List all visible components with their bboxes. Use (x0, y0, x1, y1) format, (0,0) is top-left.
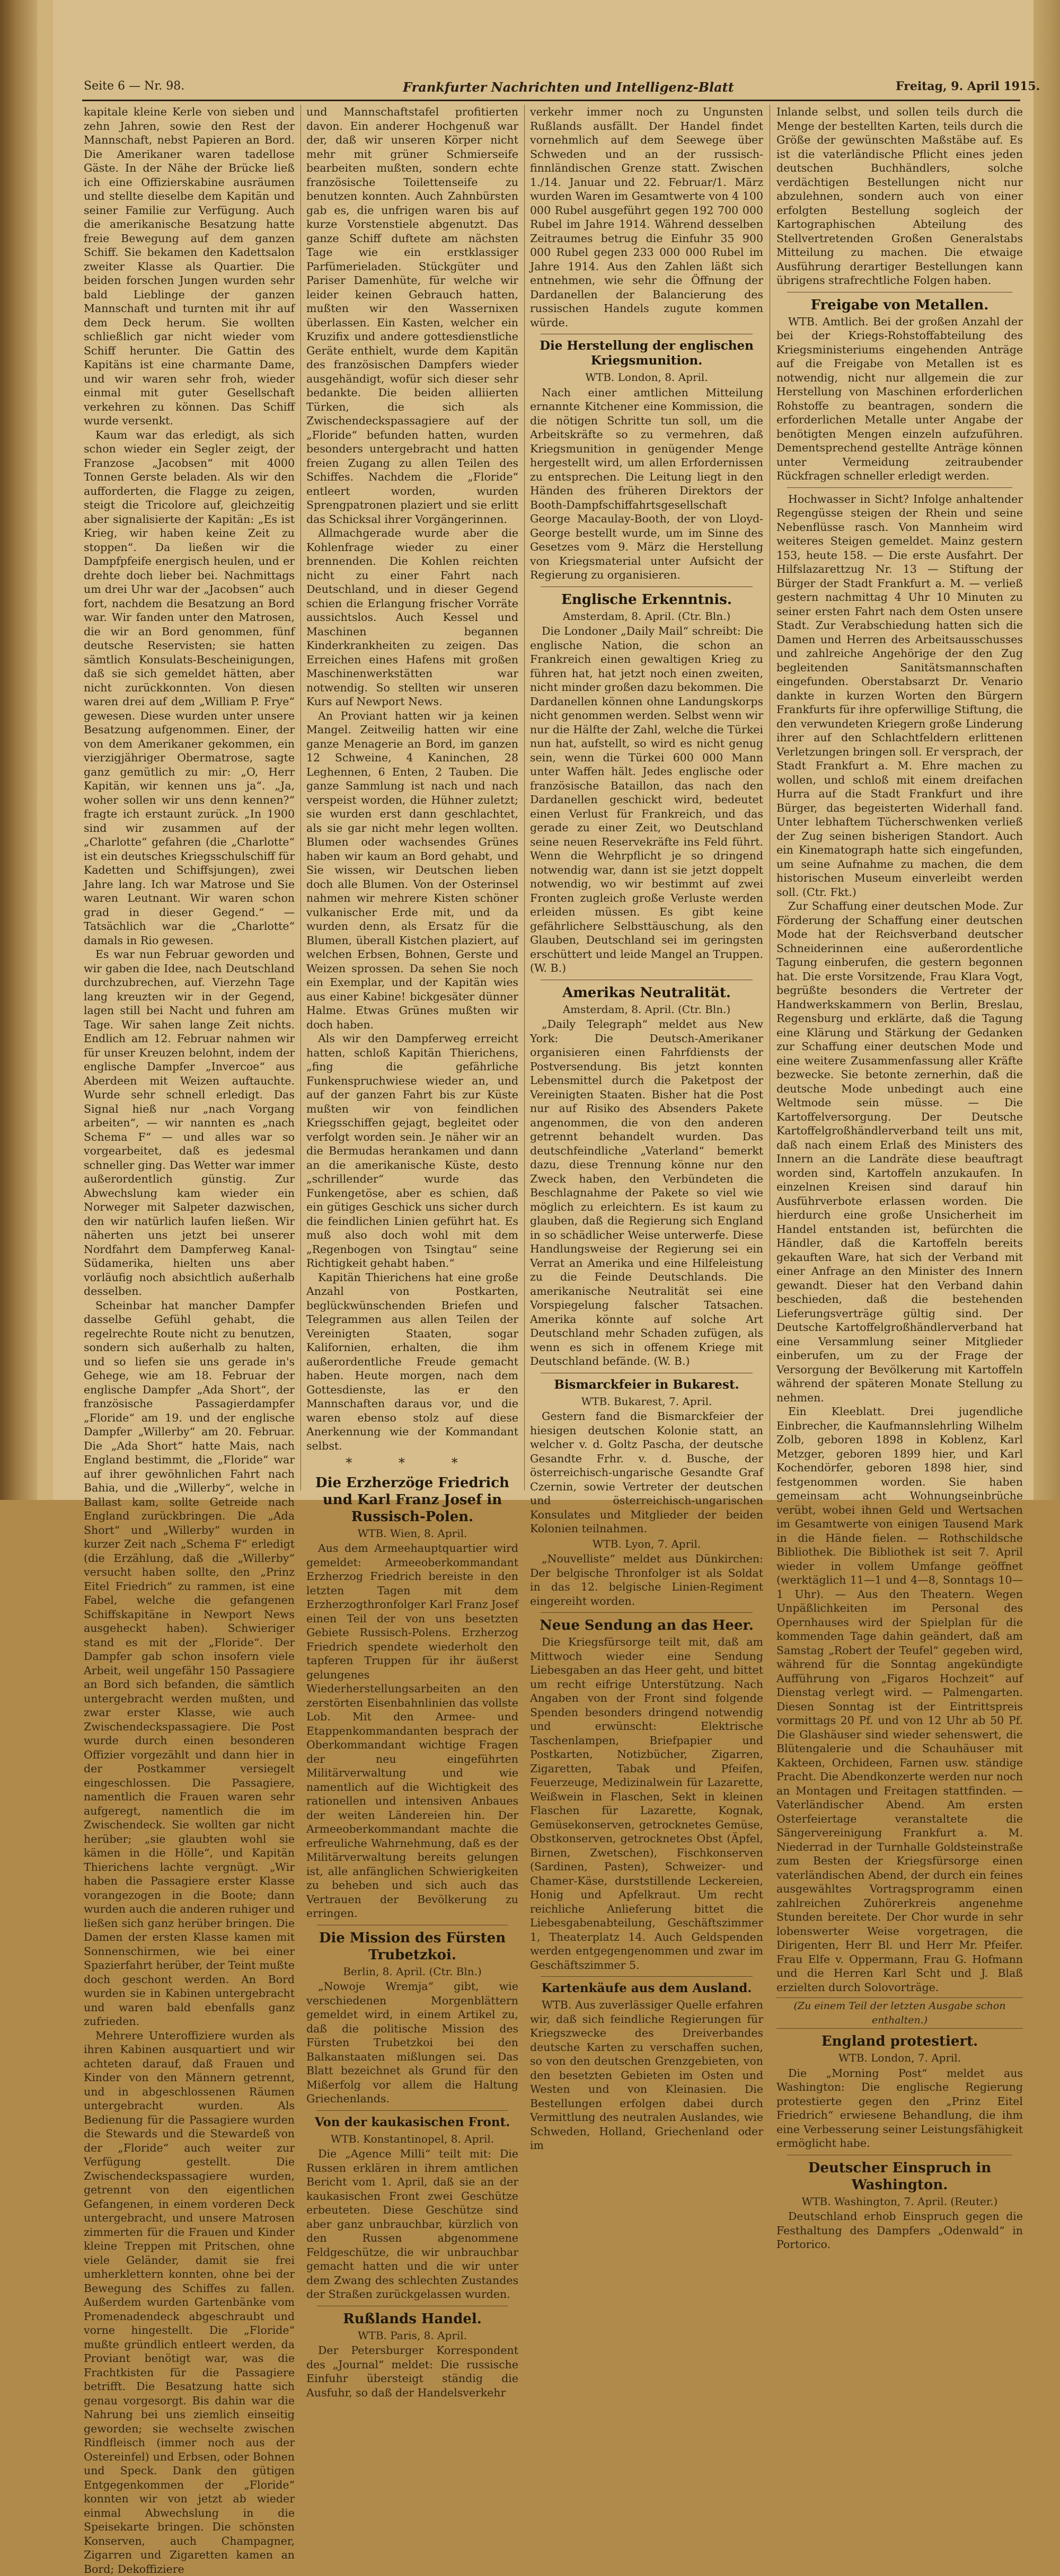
article-headline: Die Mission des Fürsten Trubetzkoi. (306, 1930, 518, 1964)
article-headline: Deutscher Einspruch in Washington. (776, 2160, 1023, 2193)
local-news: Ein Kleeblatt. Drei jugendliche Einbrecher, die Kaufmannslehrling Wilhelm Zolb, geboren 1898 in Koblenz, Karl Metzger, geboren 1899 hier, und Karl Kochendörfer, geboren 1898 hier, sind festgenommen worden. Sie haben gemeinsam acht Wohnungseinbrüche verübt, wobei ihnen Geld und Wertsachen im Gesamtwerte von einigen Tausend Mark in die Hände fielen. — Rothschildsche Bibliothek. Die Bibliothek ist seit 7. April wieder in vollem Umfange geöffnet (werktäglich 11—1 und 4—8, Sonntags 10—1 Uhr). — Aus den Theatern. Wegen Unpäßlichkeiten im Personal des Opernhauses wird der Spielplan für die kommenden Tage dahin geändert, daß am Samstag „Robert der Teufel“ gegeben wird, während für die Sonntag angekündigte Aufführung von „Figaros Hochzeit“ auf Dienstag verlegt wird. — Palmengarten. Diesen Sonntag ist der Eintrittspreis vormittags 20 Pf. und von 12 Uhr ab 50 Pf. Die Glashäuser sind wieder sehenswert, die Blütengalerie und die Schauhäuser mit Kakteen, Orchideen, Farnen usw. ständige Pracht. Die Abendkonzerte werden nur noch an Montagen und Freitagen stattfinden. — Vaterländischer Abend. Am ersten Osterfeiertage veranstaltete die Sängervereinigung Frankfurt a. M. Niederrad in der Turnhalle Goldsteinstraße zum Besten der Kriegsfürsorge einen vaterländischen Abend, der durch ein feines ausgewähltes Vortragsprogramm einen zahlreichen Zuhörerkreis angenehme Stunden bereitete. Der Chor wurde in sehr lobenswerter Weise vorgetragen, die Dirigenten, Herr Bl. und Herr Mr. Pfeifer. Frau Elfe v. Oppermann, Frau G. Hofmann und die Herren Karl Scht und J. Blaß erzielten durch Solovorträge. (776, 1405, 1023, 1994)
dateline: WTB. Paris, 8. April. (306, 2329, 518, 2343)
column-rule (524, 105, 525, 1490)
local-news: Zur Schaffung einer deutschen Mode. Zur Förderung der Schaffung einer deutschen Mode hat der Reichsverband deutscher Schneiderinnen eine außerordentliche Tagung einberufen, die gestern begonnen hat. Die erste Vorsitzende, Frau Klara Vogt, begrüßte besonders die Vertreter der Handwerkskammern von Berlin, Breslau, Regensburg und erklärte, daß die Tagung eine Klärung und Stärkung der Gedanken zur Schaffung einer deutschen Mode und eine weitere Zusammenfassung aller Kräfte bezwecke. Sie betonte zernerhin, daß die deutsche Mode unbedingt auch eine Weltmode sein müsse. — Die Kartoffelversorgung. Der Deutsche Kartoffelgroßhändlerverband teilt uns mit, daß nach einem Erlaß des Ministers des Innern an die Landräte diese beauftragt worden sind, Kartoffeln anzukaufen. In einzelnen Kreisen sind darauf hin Ausführverbote erlassen worden. Die hierdurch eine große Unsicherheit im Handel entstanden ist, befürchten die Händler, daß die Kartoffeln bereits gekauften Ware, hat sich der Verband mit einer Anfrage an den Minister des Innern gewandt. Dieser hat den Verband dahin beschieden, daß die bestehenden Lieferungsverträge gültig sind. Der Deutsche Kartoffelgroßhändlerverband hat eine Versammlung seiner Mitglieder einberufen, um zu der Frage der Versorgung der Bevölkerung mit Kartoffeln während der späteren Monate Stellung zu nehmen. (776, 899, 1023, 1405)
dateline: WTB. Washington, 7. April. (Reuter.) (776, 2195, 1023, 2209)
article-headline: Amerikas Neutralität. (530, 984, 763, 1001)
divider (317, 2110, 508, 2111)
article-body: Aus dem Armeehauptquartier wird gemeldet: Armeeoberkommandant Erzherzog Friedrich bereiste in den letzten Tagen mit dem Erzherzogthronfolger Karl Franz Josef einen Teil der von uns besetzten Gebiete Russisch-Polens. Erzherzog Friedrich spendete wiederholt den tapferen Truppen für ihr äußerst gelungenes Wiederherstellungsarbeiten an den zerstörten Eisenbahnlinien das vollste Lob. Mit den Armee- und Etappenkommandanten besprach der Oberkommandant wichtige Fragen der neu eingeführten Militärverwaltung und wie namentlich auf die Wichtigkeit des rationellen und intensiven Anbaues der weiten Ländereien hin. Der Armeeoberkommandant machte die erfreuliche Wahrnehmung, daß es der Militärverwaltung bereits gelungen ist, alle anfänglichen Schwierigkeiten zu beheben und sich auch das Vertrauen der Bevölkerung zu erringen. (306, 1541, 518, 1921)
article-body: Die Kriegsfürsorge teilt mit, daß am Mittwoch wieder eine Sendung Liebesgaben an das Heer geht, und bittet um recht eifrige Unterstützung. Nach Angaben von der Front sind folgende Spenden besonders dringend notwendig und erwünscht: Elektrische Taschenlampen, Briefpapier und Postkarten, Notizbücher, Zigarren, Zigaretten, Tabak und Pfeifen, Feuerzeuge, Medizinalwein für Lazarette, Weißwein in Flaschen, Sekt in kleinen Flaschen für Lazarette, Kognak, Gemüsekonserven, getrocknetes Gemüse, Obstkonserven, getrocknetes Obst (Äpfel, Birnen, Zwetschen), Fischkonserven (Sardinen, Pasten), Schweizer- und Chamer-Käse, durststillende Leckereien, Honig und Apfelkraut. Um recht reichliche Anlieferung bittet die Liebesgabenabteilung, Geschäftszimmer 1, Theaterplatz 14. Auch Geldspenden werden entgegengenommen und zwar im Geschäftszimmer 5. (530, 1635, 763, 1972)
dateline: WTB. London, 7. April. (776, 2051, 1023, 2065)
article-body: Nach einer amtlichen Mitteilung ernannte Kitchener eine Kommission, die die nötigen Schritte tun soll, um die Arbeitskräfte so zu vermehren, daß Kriegsmunition in genügender Menge hergestellt wird, um allen Erfordernissen zu entsprechen. Die Leitung liegt in den Händen des früheren Direktors der Booth-Dampfschiffahrtsgesellschaft George Macaulay-Booth, der von Lloyd-George bestellt wurde, um im Sinne des Gesetzes vom 9. März die Herstellung von Kriegsmaterial unter Aufsicht der Regierung zu organisieren. (530, 386, 763, 582)
paragraph: Es war nun Februar geworden und wir gaben die Idee, nach Deutschland durchzubrechen, auf. Vierzehn Tage lang kreuzten wir in der Gegend, lagen still bei Nacht und fuhren am Tage. Wir sahen lange Zeit nichts. Endlich am 12. Februar nahmen wir für unser Kreuzen belohnt, indem der englische Dampfer „Invercoe“ aus Aberdeen mit Weizen auftauchte. Wurde sehr schnell erledigt. Das Signal hieß nur „nach Vorgang arbeiten“, — wir nannten es „nach Schema F“ — und alles war so vorgearbeitet, daß es jedesmal schneller ging. Das Wetter war immer außerordentlich günstig. Zur Abwechslung kam wieder ein Norweger mit Salpeter dazwischen, den wir natürlich laufen ließen. Wir näherten uns jetzt bei unserer Nordfahrt dem Dampferweg Kanal-Südamerika, hielten uns aber vorläufig noch absichtlich außerhalb desselben. (84, 947, 295, 1299)
paragraph: Kapitän Thierichens hat eine große Anzahl von Postkarten, beglückwünschenden Briefen und Telegrammen aus allen Teilen der Vereinigten Staaten, sogar Kalifornien, erhalten, die ihm außerordentliche Freude gemacht haben. Heute morgen, nach dem Gottesdienste, las er den Mannschaften daraus vor, und die waren ebenso stolz auf diese Anerkennung wie der Kommandant selbst. (306, 1271, 518, 1453)
paragraph: Als wir den Dampferweg erreicht hatten, schloß Kapitän Thierichens, „fing die gefährliche Funkenspruchwiese wieder an, und auf der ganzen Fahrt bis zur Küste mußten wir von feindlichen Kriegsschiffen gejagt, begleitet oder verfolgt worden sein. Je näher wir an die Bermudas herankamen und dann an die amerikanische Küste, desto „schrillender“ wurde das Funkengetöse, aber es schien, daß ein gütiges Geschick uns sicher durch die feindlichen Linien geführt hat. Es muß also doch wohl mit dem „Regenbogen von Tsingtau“ seine Richtigkeit gehabt haben.“ (306, 1032, 518, 1271)
article-body: Deutschland erhob Einspruch gegen die Festhaltung des Dampfers „Odenwald“ in Portorico. (776, 2209, 1023, 2252)
issue-date: Freitag, 9. April 1915. (896, 79, 1040, 99)
divider (541, 1612, 753, 1613)
dateline: Amsterdam, 8. April. (Ctr. Bln.) (530, 609, 763, 624)
divider (541, 1976, 753, 1977)
paragraph: Kaum war das erledigt, als sich schon wieder ein Segler zeigt, der Franzose „Jacobsen“ mit 4000 Tonnen Gerste beladen. Als wir den aufforderten, die Flagge zu zeigen, steigt die Tricolore auf, gleichzeitig aber signalisierte der Kapitän: „Es ist Krieg, wir haben keine Zeit zu stoppen“. Da ließen wir die Dampfpfeife energisch heulen, und er drehte doch lieber bei. Nachmittags um drei Uhr war der „Jacobsen“ auch fort, nachdem die Besatzung an Bord war. Wir fanden unter den Matrosen, die wir an Bord genommen, fünf deutsche Reservisten; sie hatten sämtlich Konsulats-Bescheinigungen, daß sie sich gemeldet hätten, aber nicht zurückkonnten. Von diesen waren drei auf dem „William P. Frye“ gewesen. Diese wurden unter unsere Besatzung aufgenommen. Einer, der von dem Amerikaner gekommen, ein vierzigjähriger Obermatrose, sagte ganz gemütlich zu mir: „O, Herr Kapitän, wir kennen uns ja“. „Ja, woher sollen wir uns denn kennen?“ fragte ich erstaunt zurück. „In 1900 sind wir zusammen auf der „Charlotte“ gefahren (die „Charlotte“ ist ein deutsches Kriegsschulschiff für Kadetten und Schiffsjungen), zwei Jahre lang. Ich war Matrose und Sie waren Leutnant. Wir waren schon grad in dieser Gegend.“ — Tatsächlich war die „Charlotte“ damals in Rio gewesen. (84, 428, 295, 948)
book-binding (0, 0, 37, 1500)
article-headline: Rußlands Handel. (306, 2311, 518, 2328)
article-headline: England protestiert. (776, 2033, 1023, 2050)
paragraph: Allmachgerade wurde aber die Kohlenfrage wieder zu einer brennenden. Die Kohlen reichten nicht zu einer Fahrt nach Deutschland, und in dieser Gegend schien die Erlangung frischer Vorräte aussichtslos. Auch Kessel und Maschinen begannen Kinderkrankheiten zu zeigen. Das Erreichen eines Hafens mit großen Maschinenwerkstätten war notwendig. So stellten wir unseren Kurs auf Newport News. (306, 526, 518, 709)
article-body: Gestern fand die Bismarckfeier der hiesigen deutschen Kolonie statt, an welcher v. d. Goltz Pascha, der deutsche Gesandte Frhr. v. d. Busche, der österreichisch-ungarische Gesandte Graf Czernin, sowie Vertreter der deutschen und österreichisch-ungarischen Konsulates und Mitglieder der beiden Kolonien teilnahmen. (530, 1409, 763, 1536)
header-rule (82, 100, 1020, 101)
dateline: WTB. London, 8. April. (530, 370, 763, 385)
paragraph: verkehr immer noch zu Ungunsten Rußlands ausfällt. Der Handel findet vornehmlich auf dem Seewege über Schweden und an der russisch-finnländischen Grenze statt. Zwischen 1./14. Januar und 22. Februar/1. März wurden Waren im Gesamtwerte von 4 100 000 Rubel ausgeführt gegen 192 700 000 Rubel im Jahre 1914. Während desselben Zeitraumes betrug die Einfuhr 35 900 000 Rubel gegen 233 000 000 Rubel im Jahre 1914. Aus den Zahlen läßt sich entnehmen, wie sehr die Öffnung der Dardanellen der Balancierung des russischen Handels zugute kommen würde. (530, 105, 763, 330)
section-divider: * * * (306, 1456, 518, 1470)
article-body: WTB. Aus zuverlässiger Quelle erfahren wir, daß sich feindliche Regierungen für Kriegszwecke des Dreiverbandes deutsche Karten zu verschaffen suchen, so von den deutschen Grenzgebieten, von den besetzten Gebieten im Osten und Westen und von Kleinasien. Die Bestellungen erfolgen dabei durch Vermittlung des neutralen Auslandes, wie Schweden, Holland, Griechenland oder im (530, 1998, 763, 2153)
article-headline: Die Erzherzöge Friedrich und Karl Franz Josef in Russisch-Polen. (306, 1474, 518, 1525)
dateline: Amsterdam, 8. April. (Ctr. Bln.) (530, 1002, 763, 1017)
article-body: „Nowoje Wremja“ gibt, wie verschiedenen Morgenblättern gemeldet wird, in einem Artikel zu, daß die politische Mission des Fürsten Trubetzkoi bei den Balkanstaaten mißlungen sei. Das Blatt bezeichnet als Grund für den Mißerfolg vor allem die Haltung Griechenlands. (306, 1979, 518, 2106)
paragraph: kapitale kleine Kerle von sieben und zehn Jahren, sowie den Rest der Mannschaft, nebst Papieren an Bord. Die Amerikaner waren tadellose Gäste. In der Nähe der Brücke ließ ich eine Offizierskabine ausräumen und stellte dieselbe dem Kapitän und seiner Familie zur Verfügung. Auch die amerikanische Besatzung hatte freie Bewegung auf dem ganzen Schiff. Sie bekamen den Kadettsalon zweiter Klasse als Quartier. Die beiden forschen Jungen wurden sehr bald Lieblinge der ganzen Mannschaft und turnten mit ihr auf dem Deck herum. Sie wollten schließlich gar nicht wieder vom Schiff herunter. Die Gattin des Kapitäns ist eine charmante Dame, und wir waren sehr froh, wieder einmal mit guter Gesellschaft verkehren zu können. Das Schiff wurde versenkt. (84, 105, 295, 428)
local-news: Hochwasser in Sicht? Infolge anhaltender Regengüsse steigen der Rhein und seine Nebenflüsse rasch. Von Mannheim wird weiteres Steigen gemeldet. Mainz gestern 153, heute 158. — Die erste Ausfahrt. Der Hilfslazarettzug Nr. 13 — Stiftung der Bürger der Stadt Frankfurt a. M. — verließ gestern nachmittag 4 Uhr 10 Minuten zu seiner ersten Fahrt nach dem Osten unsere Stadt. Zur Verabschiedung hatten sich die Damen und Herren des Arbeitsausschusses und zahlreiche Angehörige der den Zug begleitenden Sanitätsmannschaften eingefunden. Oberstabsarzt Dr. Venario dankte in kurzen Worten den Bürgern Frankfurts für ihre opferwillige Stiftung, die den verwundeten Kriegern große Linderung ihrer auf den Schlachtfeldern erlittenen Verletzungen bringen soll. Er versprach, der Stadt Frankfurt a. M. Ehre machen zu wollen, und schloß mit einem dreifachen Hurra auf die Stadt Frankfurt und ihre Bürger, das begeisterten Widerhall fand. Unter lebhaftem Tücherschwenken verließ der Zug seinen bisherigen Standort. Auch ein Kinematograph hatte sich eingefunden, um seine Aufnahme zu machen, die dem historischen Museum einverleibt werden soll. (Ctr. Fkt.) (776, 492, 1023, 900)
edition-note: (Zu einem Teil der letzten Ausgabe schon enthalten.) (776, 1997, 1023, 2029)
column-4 (776, 105, 1023, 1493)
paragraph: An Proviant hatten wir ja keinen Mangel. Zeitweilig hatten wir eine ganze Menagerie an Bord, im ganzen 12 Schweine, 4 Kaninchen, 28 Leghennen, 6 Enten, 2 Tauben. Die ganze Sammlung ist nach und nach verspeist worden, die Hühner zuletzt; sie wurden erst dann geschlachtet, als sie gar nicht mehr legen wollten. Blumen oder wachsendes Grünes haben wir kaum an Bord gehabt, und Sie wissen, wir Deutschen lieben doch alle Blumen. Von der Osterinsel nahmen wir mehrere Kisten schöner vulkanischer Erde mit, und da wurden denn, als Ersatz für die Blumen, überall Kistchen plaziert, auf welchen Erbsen, Bohnen, Gerste und Weizen sprossen. Da sehen Sie noch ein Exemplar, und der Kapitän wies aus einer Kabine! bickgesäter dünner Halme. Etwas Grünes mußten wir doch haben. (306, 709, 518, 1032)
column-3 (530, 105, 763, 1493)
article-body: „Nouvelliste“ meldet aus Dünkirchen: Der belgische Thronfolger ist als Soldat in das 12. belgische Linien-Regiment eingereiht worden. (530, 1552, 763, 1608)
article-headline: Von der kaukasischen Front. (306, 2115, 518, 2130)
paragraph: Scheinbar hat mancher Dampfer dasselbe Gefühl gehabt, die regelrechte Route nicht zu benutzen, sondern sich außerhalb zu halten, und so liefen sie uns gerade in's Gehege, wie am 18. Februar der englische Dampfer „Ada Short“, der französische Passagierdampfer „Floride“ am 19. und der englische Dampfer „Willerby“ am 20. Februar. Die „Ada Short“ hatte Mais, nach England bestimmt, die „Floride“ war auf ihrer gewöhnlichen Fahrt nach Bahia, und die „Willerby“, welche in Ballast kam, sollte Getreide nach England zurückbringen. Die „Ada Short“ und „Willerby“ wurden in kurzer Zeit nach „Schema F“ erledigt (die Erzählung, daß die „Willerby“ versucht haben sollte, den „Prinz Eitel Friedrich“ zu rammen, ist eine Fabel, welche die gefangenen Schiffskapitäne in Newport News ausgeheckt haben). Schwieriger stand es mit der „Floride“. Der Dampfer gab schon insofern viele Arbeit, weil ungefähr 150 Passagiere an Bord sich befanden, die sämtlich untergebracht werden mußten, und zwar erster Klasse, wie auch Zwischendeckspassagiere. Die Post wurde durch einen besonderen Offizier vorgezählt und dann hier in der Postkammer versiegelt eingeschlossen. Die Passagiere, namentlich die Frauen waren sehr aufgeregt, namentlich die im Zwischendeck. Sie wollten gar nicht herüber; „sie glaubten wohl sie kämen in die Hölle“, und Kapitän Thierichens lachte vergnügt. „Wir haben die Passagiere erster Klasse vorangezogen in die Boote; dann wurden auch die anderen ruhiger und ließen sich ganz herüber bringen. Die Damen der ersten Klasse kamen mit Sonnenschirmen, wie bei einer Spazierfahrt herüber, der Teint mußte doch geschont werden. An Bord wurden sie in Kabinen untergebracht und waren bald ebenfalls ganz zufrieden. (84, 1299, 295, 2029)
article-headline: Neue Sendung an das Heer. (530, 1617, 763, 1634)
page-number: Seite 6 — Nr. 98. (84, 79, 184, 99)
article-body: Der Petersburger Korrespondent des „Journal“ meldet: Die russische Einfuhr übersteigt ständig die Ausfuhr, so daß der Handelsverkehr (306, 2343, 518, 2400)
dateline: WTB. Konstantinopel, 8. April. (306, 2132, 518, 2146)
article-body: Die „Morning Post“ meldet aus Washington: Die englische Regierung protestierte gegen den „Prinz Eitel Friedrich“ erwiesene Behandlung, die ihm eine Verbesserung seiner Leistungsfähigkeit ermöglicht habe. (776, 2066, 1023, 2151)
paragraph: und Mannschaftstafel profitierten davon. Ein anderer Hochgenuß war der, daß wir unseren Körper nicht mehr mit grüner Schmierseife bearbeiten mußten, sondern echte französische Toilettenseife zu benutzen konnten. Auch Zahnbürsten gab es, die unfrigen waren bis auf kurze Vorstenstiele abgenutzt. Das ganze Schiff duftete am nächsten Tage wie ein erstklassiger Parfümerieladen. Stückgüter und Pariser Damenhüte, für welche wir leider keinen Gebrauch hatten, mußten wir den Wassernixen überlassen. Ein Kasten, welcher ein Kruzifix und andere gottesdienstliche Geräte enthielt, wurde dem Kapitän des französischen Dampfers wieder ausgehändigt, wofür sich dieser sehr bedankte. Die beiden alliierten Türken, die sich als Zwischendeckspassagiere auf der „Floride“ befunden hatten, wurden besonders untergebracht und hatten freien Zugang zu allen Teilen des Schiffes. Nachdem die „Floride“ entleert worden, wurden Sprengpatronen plaziert und sie erlitt das Schicksal ihrer Vorgängerinnen. (306, 105, 518, 526)
article-headline: Die Herstellung der englischen Kriegsmunition. (530, 339, 763, 368)
article-headline: Bismarckfeier in Bukarest. (530, 1378, 763, 1392)
dateline: WTB. Bukarest, 7. April. (530, 1394, 763, 1409)
article-body: „Daily Telegraph“ meldet aus New York: Die Deutsch-Amerikaner organisieren einen Fahrfdiensts der Postversendung. Bis jetzt konnten Lebensmittel durch die Paketpost der Vereinigten Staaten. Bisher hat die Post nur auf Risiko des Absenders Pakete angenommen, die von den anderen getrennt behandelt wurden. Das deutschfeindliche „Vaterland“ bemerkt dazu, diese Trennung könne nur den Zweck haben, den Verbündeten die Beschlagnahme der Pakete so viel wie möglich zu erleichtern. Es ist kaum zu glauben, daß die Regierung sich England in so schädlicher Weise unterwerfe. Diese Handlungsweise der Regierung sei ein Verrat an Amerika und eine Hilfeleistung zu die Feinde Deutschlands. Die amerikanische Neutralität sei eine Vorspiegelung falscher Tatsachen. Amerika könnte auf solche Art Deutschland mehr Schaden zufügen, als wenn es sich in offenem Kriege mit Deutschland befände. (W. B.) (530, 1017, 763, 1369)
paragraph: Mehrere Unteroffiziere wurden als ihren Kabinen ausquartiert und wir achteten darauf, daß Frauen und Kinder von den Männern getrennt, und in abgeschlossenen Räumen untergebracht wurden. Als Bedienung für die Passagiere wurden die Stewards und die Stewardeß von der „Floride“ auch weiter zur Verfügung gestellt. Die Zwischendeckspassagiere wurden, getrennt von den eigentlichen Gefangenen, in einem vorderen Deck untergebracht, und unsere Matrosen zimmerten für die Frauen und Kinder kleine Treppen mit Pritschen, ohne viele Geländer, damit sie frei umherklettern konnten, ohne bei der Bewegung des Schiffes zu fallen. Außerdem wurden Gartenbänke vom Promenadendeck abgeschraubt und vorne hingestellt. Die „Floride“ mußte gründlich entleert werden, da Proviant benötigt war, was die Frachtkisten für die Passagiere betrifft. Die Besatzung hatte sich genau vorgesorgt. Bis dahin war die Nahrung bei uns ziemlich einseitig geworden; sie wechselte zwischen Rindfleisch (immer noch aus der Ostereinfel) und Erbsen, oder Bohnen und Speck. Dank den gütigen Entgegenkommen der „Floride“ konnten wir von jetzt ab wieder einmal Abwechslung in die Speisekarte bringen. Die schönsten Konserven, auch Champagner, Zigarren und Zigaretten kamen an Bord; Dekoffiziere (84, 2029, 295, 2576)
article-body: Die Londoner „Daily Mail“ schreibt: Die englische Nation, die schon an Frankreich einen gewaltigen Krieg zu führen hat, hat jetzt noch einen zweiten, nicht minder großen dazu bekommen. Die Dardanellen können ohne Landungskorps nicht genommen werden. Selbst wenn wir nur die Hälfte der Zahl, welche die Türkei nun hat, aufstellt, so wird es nicht genug sein, wenn die Türkei 600 000 Mann unter Waffen hält. Jedes englische oder französische Bataillon, das nach den Dardanellen geschickt wird, bedeutet einen Verlust für Frankreich, und das gerade zu einer Zeit, wo Deutschland seine neuen Reservekräfte ins Feld führt. Wenn die Wehrpflicht je so dringend notwendig war, dann ist sie jetzt doppelt notwendig, wo wir bestimmt auf zwei Fronten zugleich große Verluste werden erleiden müssen. Es gibt keine gefährlichere Selbsttäuschung, als den Glauben, Deutschland sei im geringsten erschüttert und leide Mangel an Truppen. (W. B.) (530, 624, 763, 975)
article-body: WTB. Amtlich. Bei der großen Anzahl der bei der Kriegs-Rohstoffabteilung des Kriegsministeriums eingehenden Anträge auf die Freigabe von Metallen ist es notwendig, nicht nur allgemein die zur Herstellung von Maschinen erforderlichen Rohstoffe zu beantragen, sondern die erforderlichen Metalle unter Angabe der benötigten Mengen einzeln aufzuführen. Dementsprechend gestellte Anträge können unter Vermeidung zeitraubender Rückfragen schneller erledigt werden. (776, 315, 1023, 483)
dateline: Berlin, 8. April. (Ctr. Bln.) (306, 1965, 518, 1979)
article-headline: Freigabe von Metallen. (776, 297, 1023, 314)
paragraph: Inlande selbst, und sollen teils durch die Menge der bestellten Karten, teils durch die Größe der gewünschten Maßstäbe auf. Es ist die vaterländische Pflicht eines jeden deutschen Buchhändlers, solche verdächtigen Bestellungen nicht nur abzulehnen, sondern auch von einer erfolgten Bestellung sogleich der Kartographischen Abteilung des Stellvertretenden Großen Generalstabs Mitteilung zu machen. Die etwaige Ausführung derartiger Bestellungen kann übrigens strafrechtliche Folgen haben. (776, 105, 1023, 288)
article-headline: Englische Erkenntnis. (530, 591, 763, 608)
divider (787, 487, 1012, 488)
article-headline: Kartenkäufe aus dem Ausland. (530, 1981, 763, 1996)
column-2 (306, 105, 518, 1493)
article-body: Die „Agence Milli“ teilt mit: Die Russen erklären in ihrem amtlichen Bericht vom 1. April, daß sie an der kaukasischen Front zwei Geschütze erbeuteten. Diese Geschütze sind aber ganz unbrauchbar, kürzlich von den Russen abgenommene Feldgeschütze, die wir unbrauchbar gemacht hatten und die wir unter dem Zwang des schlechten Zustandes der Straßen zurückgelassen wurden. (306, 2147, 518, 2302)
column-1 (84, 105, 295, 1493)
masthead-title: Frankfurter Nachrichten und Intelligenz-Blatt (403, 79, 734, 99)
dateline: WTB. Wien, 8. April. (306, 1526, 518, 1541)
dateline: WTB. Lyon, 7. April. (530, 1537, 763, 1551)
